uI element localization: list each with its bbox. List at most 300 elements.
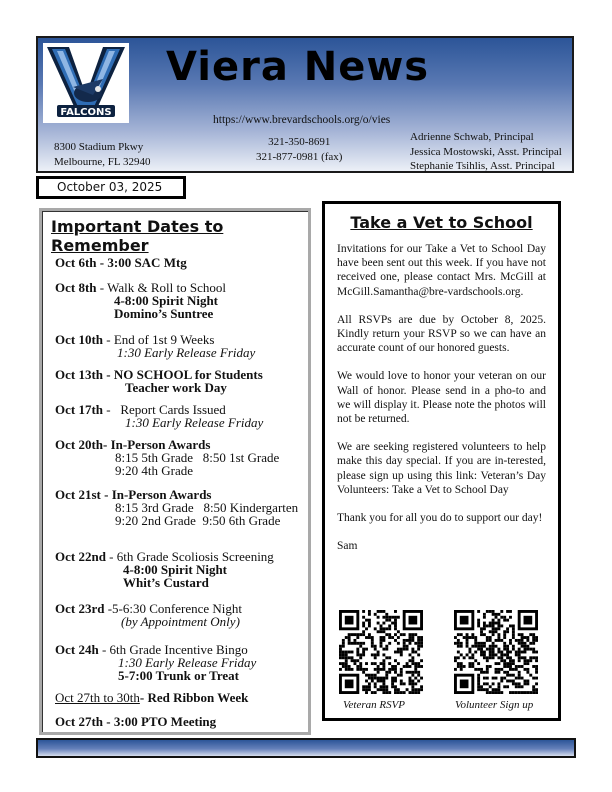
qr-module bbox=[480, 671, 483, 674]
qr-module bbox=[406, 671, 409, 674]
qr-module bbox=[359, 633, 362, 636]
qr-module bbox=[486, 624, 489, 627]
qr-module bbox=[454, 659, 457, 662]
qr-module bbox=[497, 648, 500, 651]
qr-module bbox=[529, 642, 532, 645]
qr-module bbox=[492, 627, 495, 630]
qr-module bbox=[391, 636, 394, 639]
qr-module bbox=[466, 642, 469, 645]
qr-module bbox=[411, 682, 414, 685]
qr-module bbox=[474, 636, 477, 639]
qr-module bbox=[532, 656, 535, 659]
event-desc: 9:20 4th Grade bbox=[115, 463, 193, 478]
qr-module bbox=[460, 668, 463, 671]
qr-module bbox=[382, 622, 385, 625]
staff-principal: Adrienne Schwab, Principal bbox=[410, 131, 534, 143]
qr-module bbox=[380, 645, 383, 648]
qr-module bbox=[489, 651, 492, 654]
event-desc: - NO SCHOOL for Students bbox=[106, 367, 263, 382]
qr-module bbox=[374, 682, 377, 685]
qr-module bbox=[339, 648, 342, 651]
qr-module bbox=[362, 610, 365, 613]
qr-module bbox=[394, 671, 397, 674]
qr-module bbox=[480, 633, 483, 636]
qr-module bbox=[512, 624, 515, 627]
qr-module bbox=[368, 622, 371, 625]
qr-module bbox=[351, 651, 354, 654]
qr-module bbox=[353, 642, 356, 645]
qr-module bbox=[524, 642, 527, 645]
qr-module bbox=[345, 651, 348, 654]
qr-module bbox=[400, 651, 403, 654]
qr-module bbox=[411, 688, 414, 691]
qr-module bbox=[371, 674, 374, 677]
qr-module bbox=[518, 682, 521, 685]
qr-module bbox=[420, 645, 423, 648]
qr-module bbox=[526, 659, 529, 662]
event-item bbox=[55, 643, 256, 682]
qr-finder-center bbox=[345, 616, 354, 625]
qr-module bbox=[457, 645, 460, 648]
qr-module bbox=[394, 659, 397, 662]
qr-module bbox=[417, 674, 420, 677]
qr-module bbox=[486, 648, 489, 651]
qr-module bbox=[374, 668, 377, 671]
qr-module bbox=[388, 627, 391, 630]
qr-module bbox=[506, 653, 509, 656]
qr-module bbox=[345, 665, 348, 668]
qr-module bbox=[466, 633, 469, 636]
qr-module bbox=[503, 636, 506, 639]
qr-module bbox=[380, 680, 383, 683]
qr-module bbox=[489, 665, 492, 668]
qr-module bbox=[457, 642, 460, 645]
qr-module bbox=[356, 648, 359, 651]
qr-module bbox=[474, 645, 477, 648]
qr-module bbox=[394, 639, 397, 642]
qr-module bbox=[500, 639, 503, 642]
event-date: Oct 17th bbox=[55, 402, 104, 417]
qr-module bbox=[417, 691, 420, 694]
qr-module bbox=[468, 665, 471, 668]
qr-module bbox=[463, 656, 466, 659]
vet-signature: Sam bbox=[337, 540, 358, 553]
qr-module bbox=[532, 665, 535, 668]
qr-module bbox=[391, 622, 394, 625]
qr-module bbox=[400, 648, 403, 651]
phone-number: 321-350-8691 bbox=[268, 136, 331, 148]
event-desc: - 6th Grade Scoliosis Screening bbox=[109, 549, 274, 564]
qr-module bbox=[535, 688, 538, 691]
qr-module bbox=[460, 662, 463, 665]
qr-module bbox=[420, 642, 423, 645]
qr-module bbox=[391, 677, 394, 680]
qr-module bbox=[348, 651, 351, 654]
qr-module bbox=[535, 671, 538, 674]
qr-module bbox=[529, 656, 532, 659]
qr-module bbox=[380, 668, 383, 671]
qr-module bbox=[365, 674, 368, 677]
event-desc: 8:15 5th Grade 8:50 1st Grade bbox=[115, 450, 280, 465]
qr-module bbox=[532, 677, 535, 680]
qr-module bbox=[521, 685, 524, 688]
qr-module bbox=[495, 613, 498, 616]
qr-module bbox=[362, 648, 365, 651]
qr-module bbox=[403, 682, 406, 685]
qr-module bbox=[512, 680, 515, 683]
qr-module bbox=[506, 671, 509, 674]
qr-module bbox=[500, 616, 503, 619]
qr-module bbox=[486, 668, 489, 671]
qr-module bbox=[503, 630, 506, 633]
qr-module bbox=[411, 685, 414, 688]
qr-module bbox=[388, 642, 391, 645]
qr-module bbox=[500, 656, 503, 659]
issue-date: October 03, 2025 bbox=[36, 176, 186, 199]
qr-module bbox=[524, 668, 527, 671]
qr-module bbox=[377, 665, 380, 668]
qr-module bbox=[359, 656, 362, 659]
qr-module bbox=[483, 616, 486, 619]
qr-module bbox=[385, 656, 388, 659]
qr-module bbox=[492, 653, 495, 656]
veteran-rsvp-qr-code[interactable] bbox=[339, 610, 423, 694]
qr-module bbox=[500, 680, 503, 683]
vet-paragraph: Invitations for our Take a Vet to School Day have been sent out this week. If you have not received one, please contact Mrs. McGill at McGill.Samantha@bre-vardschools.org. bbox=[337, 243, 546, 298]
qr-module bbox=[339, 656, 342, 659]
event-desc: - Report Cards Issued bbox=[106, 402, 226, 417]
event-desc: (by Appointment Only) bbox=[121, 614, 240, 629]
qr-module bbox=[380, 685, 383, 688]
qr-module bbox=[368, 613, 371, 616]
qr-module bbox=[359, 653, 362, 656]
qr-module bbox=[486, 691, 489, 694]
qr-module bbox=[483, 633, 486, 636]
qr-module bbox=[486, 639, 489, 642]
qr-module bbox=[371, 642, 374, 645]
qr-module bbox=[356, 659, 359, 662]
qr-module bbox=[417, 648, 420, 651]
event-desc: Whit’s Custard bbox=[123, 575, 209, 590]
event-date: Oct 23rd bbox=[55, 601, 105, 616]
important-dates-inner bbox=[42, 211, 308, 732]
qr-module bbox=[385, 671, 388, 674]
qr-module bbox=[348, 665, 351, 668]
qr-module bbox=[409, 682, 412, 685]
qr-module bbox=[397, 651, 400, 654]
qr-module bbox=[535, 636, 538, 639]
qr-module bbox=[391, 616, 394, 619]
qr-module bbox=[477, 688, 480, 691]
qr-module bbox=[524, 648, 527, 651]
qr-module bbox=[371, 680, 374, 683]
qr-module bbox=[403, 691, 406, 694]
qr-module bbox=[477, 624, 480, 627]
qr-module bbox=[495, 616, 498, 619]
qr-module bbox=[497, 639, 500, 642]
qr-module bbox=[356, 642, 359, 645]
qr-module bbox=[532, 642, 535, 645]
qr-module bbox=[391, 682, 394, 685]
qr-module bbox=[411, 680, 414, 683]
school-website-link[interactable]: https://www.brevardschools.org/o/vies bbox=[213, 114, 391, 126]
qr-module bbox=[388, 619, 391, 622]
qr-module bbox=[351, 659, 354, 662]
qr-module bbox=[495, 630, 498, 633]
qr-module bbox=[342, 662, 345, 665]
qr-module bbox=[535, 691, 538, 694]
qr-module bbox=[497, 636, 500, 639]
qr-module bbox=[460, 633, 463, 636]
qr-module bbox=[524, 659, 527, 662]
qr-module bbox=[382, 653, 385, 656]
event-desc: 1:30 Early Release Friday bbox=[117, 345, 256, 360]
qr-module bbox=[468, 636, 471, 639]
qr-module bbox=[417, 665, 420, 668]
qr-module bbox=[359, 645, 362, 648]
qr-module bbox=[388, 636, 391, 639]
qr-module bbox=[495, 622, 498, 625]
qr-module bbox=[524, 691, 527, 694]
qr-module bbox=[409, 691, 412, 694]
important-dates-section bbox=[39, 208, 311, 735]
qr-module bbox=[515, 651, 518, 654]
qr-module bbox=[417, 653, 420, 656]
qr-module bbox=[414, 633, 417, 636]
qr-module bbox=[489, 691, 492, 694]
qr-module bbox=[342, 653, 345, 656]
school-phone bbox=[256, 135, 342, 165]
qr-module bbox=[388, 671, 391, 674]
qr-module bbox=[532, 688, 535, 691]
qr-module bbox=[362, 653, 365, 656]
qr-module bbox=[515, 677, 518, 680]
qr-module bbox=[397, 642, 400, 645]
qr-module bbox=[359, 642, 362, 645]
qr-module bbox=[417, 680, 420, 683]
qr-module bbox=[512, 627, 515, 630]
qr-module bbox=[411, 674, 414, 677]
qr-module bbox=[339, 651, 342, 654]
qr-module bbox=[420, 677, 423, 680]
logo-text: FALCONS bbox=[60, 107, 112, 118]
qr-module bbox=[382, 685, 385, 688]
qr-module bbox=[353, 659, 356, 662]
qr-module bbox=[414, 691, 417, 694]
event-item bbox=[55, 281, 226, 320]
qr-module bbox=[474, 639, 477, 642]
qr-module bbox=[509, 610, 512, 613]
qr-module bbox=[477, 668, 480, 671]
qr-module bbox=[356, 636, 359, 639]
qr-module bbox=[506, 619, 509, 622]
qr-module bbox=[382, 691, 385, 694]
qr-module bbox=[509, 680, 512, 683]
qr-finder-center bbox=[524, 616, 533, 625]
qr-module bbox=[529, 648, 532, 651]
qr-module bbox=[515, 668, 518, 671]
qr-module bbox=[529, 691, 532, 694]
qr-module bbox=[506, 627, 509, 630]
qr-module bbox=[495, 671, 498, 674]
qr-finder-center bbox=[460, 680, 469, 689]
qr-module bbox=[486, 677, 489, 680]
qr-module bbox=[374, 653, 377, 656]
falcons-v-logo-icon bbox=[43, 43, 129, 123]
qr-module bbox=[406, 645, 409, 648]
qr-module bbox=[503, 685, 506, 688]
qr-module bbox=[468, 648, 471, 651]
event-desc: - Walk & Roll to School bbox=[99, 280, 226, 295]
qr-module bbox=[497, 627, 500, 630]
qr-module bbox=[503, 645, 506, 648]
qr-module bbox=[503, 662, 506, 665]
qr-module bbox=[515, 665, 518, 668]
event-item bbox=[55, 715, 216, 728]
qr-module bbox=[394, 691, 397, 694]
qr-module bbox=[480, 627, 483, 630]
event-date: Oct 8th bbox=[55, 280, 97, 295]
qr-module bbox=[414, 665, 417, 668]
qr-module bbox=[382, 648, 385, 651]
qr-module bbox=[495, 688, 498, 691]
qr-module bbox=[342, 665, 345, 668]
qr-module bbox=[359, 665, 362, 668]
qr-module bbox=[368, 677, 371, 680]
qr-module bbox=[339, 645, 342, 648]
qr-module bbox=[365, 680, 368, 683]
qr-module bbox=[497, 656, 500, 659]
qr-module bbox=[362, 630, 365, 633]
qr-module bbox=[486, 636, 489, 639]
address-line-1: 8300 Stadium Pkwy bbox=[54, 141, 144, 153]
event-desc: Teacher work Day bbox=[125, 380, 227, 395]
qr-module bbox=[382, 680, 385, 683]
newsletter-header bbox=[36, 36, 574, 173]
qr-module bbox=[497, 662, 500, 665]
qr-module bbox=[492, 691, 495, 694]
qr-module bbox=[521, 639, 524, 642]
qr-module bbox=[492, 633, 495, 636]
qr-module bbox=[414, 642, 417, 645]
qr-module bbox=[356, 665, 359, 668]
qr-module bbox=[362, 688, 365, 691]
qr-module bbox=[345, 659, 348, 662]
qr-module bbox=[492, 648, 495, 651]
qr-module bbox=[483, 624, 486, 627]
qr-module bbox=[524, 656, 527, 659]
qr-module bbox=[492, 682, 495, 685]
qr-module bbox=[500, 659, 503, 662]
qr-module bbox=[454, 636, 457, 639]
qr-module bbox=[486, 671, 489, 674]
qr-module bbox=[411, 633, 414, 636]
qr-finder-center bbox=[409, 616, 418, 625]
qr-module bbox=[409, 642, 412, 645]
qr-module bbox=[512, 662, 515, 665]
qr-module bbox=[362, 616, 365, 619]
qr-module bbox=[535, 665, 538, 668]
qr-module bbox=[495, 668, 498, 671]
qr-module bbox=[526, 682, 529, 685]
qr-module bbox=[400, 668, 403, 671]
qr-module bbox=[477, 648, 480, 651]
qr-module bbox=[492, 688, 495, 691]
qr-module bbox=[521, 645, 524, 648]
qr-module bbox=[411, 662, 414, 665]
qr-module bbox=[477, 682, 480, 685]
qr-module bbox=[362, 633, 365, 636]
qr-module bbox=[351, 642, 354, 645]
qr-module bbox=[406, 662, 409, 665]
volunteer-signup-qr-code[interactable] bbox=[454, 610, 538, 694]
qr-module bbox=[477, 622, 480, 625]
important-dates-title: Important Dates to Remember bbox=[51, 217, 224, 255]
qr-module bbox=[400, 674, 403, 677]
qr-module bbox=[417, 639, 420, 642]
qr-module bbox=[492, 645, 495, 648]
qr-module bbox=[382, 610, 385, 613]
qr-module bbox=[409, 639, 412, 642]
qr-module bbox=[342, 651, 345, 654]
qr-module bbox=[409, 633, 412, 636]
qr-module bbox=[509, 616, 512, 619]
event-item bbox=[55, 256, 187, 269]
qr-module bbox=[512, 648, 515, 651]
qr-module bbox=[368, 685, 371, 688]
qr-module bbox=[365, 668, 368, 671]
qr-module bbox=[480, 642, 483, 645]
qr-module bbox=[391, 685, 394, 688]
qr-module bbox=[391, 665, 394, 668]
qr-module bbox=[400, 633, 403, 636]
qr-module bbox=[403, 645, 406, 648]
qr-module bbox=[385, 619, 388, 622]
qr-module bbox=[411, 659, 414, 662]
qr-module bbox=[463, 636, 466, 639]
qr-module bbox=[489, 636, 492, 639]
qr-module bbox=[509, 624, 512, 627]
qr-module bbox=[380, 639, 383, 642]
event-desc: - In-Person Awards bbox=[104, 487, 212, 502]
qr-module bbox=[521, 642, 524, 645]
qr-module bbox=[345, 653, 348, 656]
event-desc: - End of 1st 9 Weeks bbox=[106, 332, 215, 347]
qr-module bbox=[397, 616, 400, 619]
qr-module bbox=[391, 680, 394, 683]
qr-module bbox=[503, 653, 506, 656]
qr-module bbox=[512, 682, 515, 685]
qr-module bbox=[503, 648, 506, 651]
qr-module bbox=[497, 688, 500, 691]
qr-module bbox=[512, 691, 515, 694]
qr-module bbox=[500, 610, 503, 613]
qr-module bbox=[409, 680, 412, 683]
qr-module bbox=[382, 636, 385, 639]
qr-module bbox=[532, 636, 535, 639]
qr-module bbox=[477, 685, 480, 688]
qr-module bbox=[411, 639, 414, 642]
qr-module bbox=[371, 677, 374, 680]
qr-module bbox=[535, 651, 538, 654]
vet-paragraph: All RSVPs are due by October 8, 2025. Kindly return your RSVP so we can have an accurate count of our honored guests. bbox=[337, 313, 546, 355]
qr-module bbox=[371, 639, 374, 642]
qr-module bbox=[339, 653, 342, 656]
qr-module bbox=[480, 651, 483, 654]
qr-module bbox=[500, 651, 503, 654]
qr-module bbox=[368, 610, 371, 613]
qr-module bbox=[515, 685, 518, 688]
